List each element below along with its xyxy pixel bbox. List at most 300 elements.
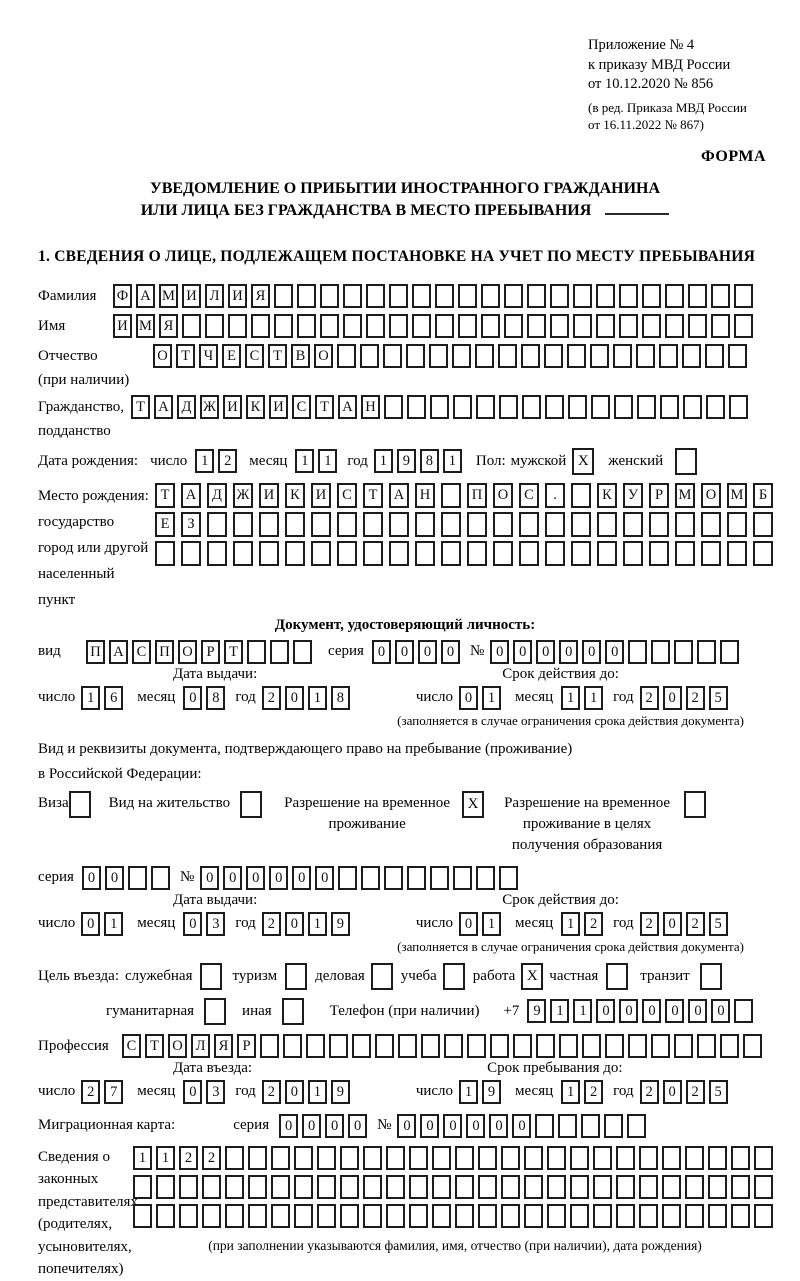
- char-cell: [596, 314, 615, 338]
- day-word: число: [415, 1083, 454, 1099]
- char-cell: И: [182, 284, 201, 308]
- char-cell: 1: [573, 999, 592, 1023]
- purpose-checkbox-rabota: X: [521, 963, 543, 990]
- char-cell: [207, 541, 227, 566]
- char-cell: [386, 1146, 405, 1170]
- char-cell: [398, 1034, 417, 1058]
- char-cell: [613, 344, 632, 368]
- char-cell: 2: [81, 1080, 100, 1104]
- stay-year: [640, 1080, 732, 1104]
- phone-prefix: +7: [503, 1002, 520, 1019]
- char-cell: [524, 1175, 543, 1199]
- char-cell: 9: [397, 449, 416, 473]
- char-cell: [389, 314, 408, 338]
- char-cell: 0: [285, 1080, 304, 1104]
- identity-doc-note: (заполняется в случае ограничения срока действия документа): [397, 712, 744, 728]
- char-cell: 0: [459, 912, 478, 936]
- char-cell: [708, 1204, 727, 1228]
- char-cell: 9: [331, 912, 350, 936]
- char-cell: [559, 1034, 578, 1058]
- char-cell: [571, 541, 591, 566]
- char-cell: [478, 1146, 497, 1170]
- char-cell: [734, 999, 753, 1023]
- char-cell: [649, 541, 669, 566]
- char-cell: 2: [686, 686, 705, 710]
- purpose-label: гуманитарная: [106, 1002, 195, 1019]
- legal-reps-note: (при заполнении указываются фамилия, имя, отчество (при наличии), дата рождения): [208, 1237, 702, 1253]
- month-word: месяц: [137, 915, 176, 931]
- char-cell: Д: [177, 395, 196, 419]
- migration-series-cells: [279, 1114, 371, 1138]
- char-cell: [660, 395, 679, 419]
- char-cell: [386, 1175, 405, 1199]
- char-cell: [675, 541, 695, 566]
- female-label: женский: [608, 452, 664, 469]
- char-cell: И: [259, 483, 279, 508]
- char-cell: [701, 512, 721, 537]
- month-word: месяц: [515, 1083, 554, 1099]
- char-cell: 0: [489, 1114, 508, 1138]
- char-cell: [649, 512, 669, 537]
- page-title: [38, 178, 772, 222]
- char-cell: [409, 1175, 428, 1199]
- char-cell: 0: [663, 686, 682, 710]
- surname-label: Фамилия: [38, 287, 97, 304]
- char-cell: Л: [205, 284, 224, 308]
- char-cell: [651, 640, 670, 664]
- char-cell: [337, 512, 357, 537]
- char-cell: [311, 541, 331, 566]
- char-cell: К: [285, 483, 305, 508]
- issue-heading: Дата выдачи:: [173, 891, 258, 908]
- char-cell: [711, 284, 730, 308]
- char-cell: 0: [513, 640, 532, 664]
- char-cell: О: [701, 483, 721, 508]
- residence-number-cells: [200, 866, 522, 890]
- char-cell: [225, 1175, 244, 1199]
- char-cell: [605, 1034, 624, 1058]
- char-cell: [389, 541, 409, 566]
- char-cell: [481, 284, 500, 308]
- char-cell: [366, 314, 385, 338]
- char-cell: [458, 314, 477, 338]
- char-cell: [535, 1114, 554, 1138]
- rvp-checkbox: X: [462, 791, 484, 818]
- char-cell: А: [181, 483, 201, 508]
- char-cell: [271, 1204, 290, 1228]
- char-cell: [384, 866, 403, 890]
- char-cell: [501, 1146, 520, 1170]
- char-cell: [731, 1175, 750, 1199]
- patronymic-label: Отчество (при наличии): [38, 347, 130, 388]
- char-cell: [498, 344, 517, 368]
- char-cell: Б: [753, 483, 773, 508]
- char-cell: [432, 1175, 451, 1199]
- char-cell: 0: [285, 686, 304, 710]
- char-cell: [570, 1146, 589, 1170]
- char-cell: Я: [214, 1034, 233, 1058]
- char-cell: С: [132, 640, 151, 664]
- char-cell: 0: [183, 912, 202, 936]
- char-cell: [628, 640, 647, 664]
- month-word: месяц: [515, 915, 554, 931]
- char-cell: 0: [512, 1114, 531, 1138]
- char-cell: [544, 344, 563, 368]
- char-cell: Т: [131, 395, 150, 419]
- purpose-checkbox-inaya: [282, 998, 304, 1025]
- char-cell: В: [291, 344, 310, 368]
- char-cell: [504, 284, 523, 308]
- char-cell: [623, 512, 643, 537]
- char-cell: [545, 541, 565, 566]
- char-cell: С: [519, 483, 539, 508]
- char-cell: 0: [711, 999, 730, 1023]
- migration-card-row: [38, 1114, 772, 1138]
- title-line1: УВЕДОМЛЕНИЕ О ПРИБЫТИИ ИНОСТРАННОГО ГРАЖДАНИНА: [149, 179, 661, 197]
- char-cell: [731, 1204, 750, 1228]
- char-cell: [743, 1034, 762, 1058]
- expiry-month: [561, 912, 607, 936]
- char-cell: [597, 541, 617, 566]
- identity-doc-date-headings: [38, 666, 772, 683]
- char-cell: 0: [395, 640, 414, 664]
- char-cell: [729, 395, 748, 419]
- char-cell: Т: [315, 395, 334, 419]
- expiry-year: [640, 686, 732, 710]
- char-cell: [156, 1175, 175, 1199]
- appendix-reference: [588, 36, 772, 134]
- char-cell: [682, 344, 701, 368]
- char-cell: 1: [482, 686, 501, 710]
- char-cell: З: [181, 512, 201, 537]
- char-cell: [412, 284, 431, 308]
- char-cell: [179, 1175, 198, 1199]
- day-word: число: [150, 452, 188, 469]
- char-cell: И: [311, 483, 331, 508]
- char-cell: [155, 541, 175, 566]
- doc-series-label: серия: [328, 643, 364, 659]
- char-cell: [274, 284, 293, 308]
- char-cell: [415, 512, 435, 537]
- char-cell: [430, 395, 449, 419]
- char-cell: [247, 640, 266, 664]
- char-cell: [441, 541, 461, 566]
- char-cell: [708, 1146, 727, 1170]
- residence-doc-note: (заполняется в случае ограничения срока действия документа): [397, 938, 744, 954]
- char-cell: С: [292, 395, 311, 419]
- char-cell: 6: [104, 686, 123, 710]
- char-cell: [550, 314, 569, 338]
- residence-doc-dates: [38, 912, 772, 936]
- char-cell: [665, 284, 684, 308]
- char-cell: [133, 1204, 152, 1228]
- patronymic-row: [38, 344, 772, 393]
- char-cell: [571, 512, 591, 537]
- char-cell: [317, 1204, 336, 1228]
- char-cell: С: [122, 1034, 141, 1058]
- purpose-checkbox-delovaya: [371, 963, 393, 990]
- char-cell: 0: [246, 866, 265, 890]
- char-cell: [639, 1204, 658, 1228]
- char-cell: [306, 1034, 325, 1058]
- char-cell: [248, 1175, 267, 1199]
- char-cell: Н: [361, 395, 380, 419]
- char-cell: [329, 1034, 348, 1058]
- char-cell: 1: [81, 686, 100, 710]
- char-cell: [639, 1146, 658, 1170]
- char-cell: [233, 512, 253, 537]
- surname-cells: [113, 284, 757, 308]
- issue-heading: Дата выдачи:: [173, 665, 258, 682]
- char-cell: 0: [325, 1114, 344, 1138]
- char-cell: [504, 314, 523, 338]
- char-cell: Н: [415, 483, 435, 508]
- sex-label: Пол:: [475, 452, 506, 469]
- char-cell: [407, 395, 426, 419]
- char-cell: 0: [443, 1114, 462, 1138]
- doc-number-label: №: [469, 643, 485, 659]
- char-cell: [225, 1204, 244, 1228]
- birth-year-cells: [374, 449, 466, 473]
- vnj-label: Вид на жительство: [108, 794, 231, 811]
- char-cell: [271, 1146, 290, 1170]
- char-cell: 1: [156, 1146, 175, 1170]
- expiry-heading: Срок действия до:: [502, 891, 619, 908]
- char-cell: 9: [527, 999, 546, 1023]
- purpose-label: учеба: [400, 967, 437, 984]
- char-cell: [383, 344, 402, 368]
- section-heading: 1. СВЕДЕНИЯ О ЛИЦЕ, ПОДЛЕЖАЩЕМ ПОСТАНОВКЕ НА УЧЕТ ПО МЕСТУ ПРЕБЫВАНИЯ: [38, 247, 756, 265]
- char-cell: [619, 314, 638, 338]
- char-cell: 2: [262, 686, 281, 710]
- ref-amendment: [588, 99, 772, 134]
- birthplace-block: [38, 483, 772, 613]
- doc-kind-label: вид: [38, 643, 61, 659]
- char-cell: [294, 1204, 313, 1228]
- char-cell: [458, 284, 477, 308]
- char-cell: [259, 541, 279, 566]
- char-cell: [375, 1034, 394, 1058]
- char-cell: [734, 284, 753, 308]
- issue-year: [262, 912, 354, 936]
- char-cell: [343, 284, 362, 308]
- char-cell: Ж: [200, 395, 219, 419]
- char-cell: [490, 1034, 509, 1058]
- char-cell: 0: [292, 866, 311, 890]
- char-cell: [432, 1204, 451, 1228]
- char-cell: [430, 866, 449, 890]
- char-cell: [547, 1146, 566, 1170]
- char-cell: [567, 344, 586, 368]
- char-cell: [501, 1204, 520, 1228]
- expiry-day: [459, 686, 505, 710]
- char-cell: [294, 1175, 313, 1199]
- char-cell: Е: [222, 344, 241, 368]
- legal-reps-row1: [133, 1146, 777, 1170]
- char-cell: 5: [709, 1080, 728, 1104]
- char-cell: [727, 541, 747, 566]
- char-cell: 5: [709, 912, 728, 936]
- char-cell: 9: [482, 1080, 501, 1104]
- char-cell: [363, 512, 383, 537]
- char-cell: 0: [302, 1114, 321, 1138]
- phone-label: Телефон (при наличии): [329, 1002, 480, 1019]
- char-cell: А: [338, 395, 357, 419]
- profession-label: Профессия: [38, 1037, 109, 1054]
- char-cell: [182, 314, 201, 338]
- char-cell: [573, 284, 592, 308]
- char-cell: [683, 395, 702, 419]
- title-blank-line: [605, 201, 669, 215]
- char-cell: [493, 512, 513, 537]
- char-cell: [674, 640, 693, 664]
- year-word: год: [235, 1083, 256, 1099]
- char-cell: [550, 284, 569, 308]
- entry-month: [183, 1080, 229, 1104]
- char-cell: [637, 395, 656, 419]
- char-cell: [320, 284, 339, 308]
- char-cell: [207, 512, 227, 537]
- char-cell: Ф: [113, 284, 132, 308]
- char-cell: [435, 314, 454, 338]
- char-cell: 5: [709, 686, 728, 710]
- title-line2: ИЛИ ЛИЦА БЕЗ ГРАЖДАНСТВА В МЕСТО ПРЕБЫВАНИЯ: [38, 200, 772, 222]
- char-cell: [701, 541, 721, 566]
- char-cell: [467, 541, 487, 566]
- birth-day-cells: [195, 449, 241, 473]
- char-cell: 8: [206, 686, 225, 710]
- char-cell: [570, 1175, 589, 1199]
- char-cell: Я: [251, 284, 270, 308]
- char-cell: [259, 512, 279, 537]
- char-cell: Р: [237, 1034, 256, 1058]
- char-cell: [476, 866, 495, 890]
- char-cell: [651, 1034, 670, 1058]
- char-cell: [720, 1034, 739, 1058]
- surname-row: [38, 284, 772, 308]
- char-cell: 8: [331, 686, 350, 710]
- char-cell: [753, 512, 773, 537]
- char-cell: Т: [145, 1034, 164, 1058]
- char-cell: 2: [218, 449, 237, 473]
- month-word: месяц: [137, 1083, 176, 1099]
- char-cell: [675, 512, 695, 537]
- expiry-heading: Срок действия до:: [502, 665, 619, 682]
- char-cell: [499, 866, 518, 890]
- char-cell: [453, 395, 472, 419]
- char-cell: [527, 314, 546, 338]
- char-cell: О: [168, 1034, 187, 1058]
- char-cell: [604, 1114, 623, 1138]
- purpose-label: деловая: [315, 967, 365, 984]
- char-cell: [545, 512, 565, 537]
- char-cell: [478, 1204, 497, 1228]
- char-cell: [453, 866, 472, 890]
- purpose-checkbox-turizm: [285, 963, 307, 990]
- char-cell: [685, 1146, 704, 1170]
- char-cell: Т: [224, 640, 243, 664]
- char-cell: 9: [331, 1080, 350, 1104]
- char-cell: Л: [191, 1034, 210, 1058]
- char-cell: 0: [663, 1080, 682, 1104]
- char-cell: И: [113, 314, 132, 338]
- month-word: месяц: [137, 689, 176, 705]
- char-cell: 0: [223, 866, 242, 890]
- char-cell: [455, 1204, 474, 1228]
- char-cell: [181, 541, 201, 566]
- char-cell: [270, 640, 289, 664]
- char-cell: [481, 314, 500, 338]
- char-cell: [251, 314, 270, 338]
- year-word: год: [235, 689, 256, 705]
- issue-year: [262, 686, 354, 710]
- char-cell: [337, 541, 357, 566]
- char-cell: [406, 344, 425, 368]
- doc-kind-cells: [86, 640, 316, 664]
- char-cell: [706, 395, 725, 419]
- char-cell: 0: [285, 912, 304, 936]
- citizenship-cells: [131, 395, 752, 419]
- firstname-cells: [113, 314, 757, 338]
- month-word: месяц: [515, 689, 554, 705]
- char-cell: [619, 284, 638, 308]
- char-cell: 1: [133, 1146, 152, 1170]
- char-cell: [151, 866, 170, 890]
- char-cell: 0: [582, 640, 601, 664]
- char-cell: [627, 1114, 646, 1138]
- char-cell: 2: [640, 912, 659, 936]
- char-cell: [389, 512, 409, 537]
- char-cell: [285, 512, 305, 537]
- char-cell: [521, 344, 540, 368]
- entry-purpose-row2: [38, 998, 772, 1025]
- char-cell: Я: [159, 314, 178, 338]
- expiry-month: [561, 686, 607, 710]
- purpose-checkbox-tranzit: [700, 963, 722, 990]
- char-cell: [705, 344, 724, 368]
- legal-reps-row3: [133, 1204, 777, 1228]
- residence-doc-options: [38, 791, 772, 856]
- year-word: год: [347, 452, 368, 469]
- char-cell: К: [597, 483, 617, 508]
- char-cell: Т: [176, 344, 195, 368]
- day-word: число: [415, 915, 454, 931]
- female-checkbox: [675, 448, 697, 475]
- char-cell: [338, 866, 357, 890]
- char-cell: [513, 1034, 532, 1058]
- char-cell: [366, 284, 385, 308]
- char-cell: И: [223, 395, 242, 419]
- day-word: число: [415, 689, 454, 705]
- phone-cells: [527, 999, 757, 1023]
- char-cell: М: [675, 483, 695, 508]
- char-cell: [294, 1146, 313, 1170]
- char-cell: О: [153, 344, 172, 368]
- char-cell: [501, 1175, 520, 1199]
- series-label: серия: [38, 869, 74, 885]
- char-cell: [522, 395, 541, 419]
- birthdate-label: Дата рождения:: [38, 452, 139, 469]
- char-cell: С: [337, 483, 357, 508]
- char-cell: И: [269, 395, 288, 419]
- day-word: число: [38, 689, 76, 705]
- char-cell: И: [228, 284, 247, 308]
- birthplace-row1: [155, 483, 779, 508]
- char-cell: .: [545, 483, 565, 508]
- char-cell: [519, 512, 539, 537]
- char-cell: О: [314, 344, 333, 368]
- char-cell: [662, 1146, 681, 1170]
